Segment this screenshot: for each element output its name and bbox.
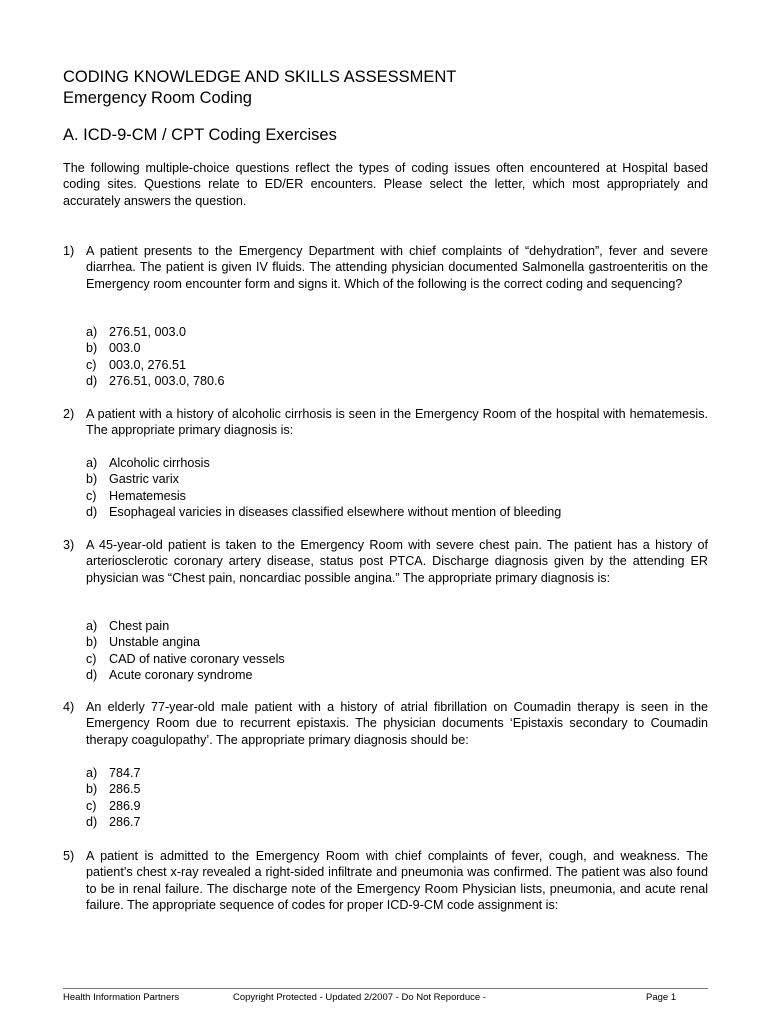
footer-page-number: Page 1 — [646, 992, 677, 1003]
option-letter: b) — [86, 635, 98, 650]
option-letter: b) — [86, 782, 98, 797]
option-letter: d) — [86, 815, 98, 830]
option-text: 003.0 — [109, 341, 141, 356]
question-3 — [63, 537, 708, 586]
option-text: 003.0, 276.51 — [109, 357, 187, 372]
option-text: 784.7 — [109, 766, 141, 780]
option-letter: a) — [86, 619, 98, 633]
option-text: Gastric varix — [109, 472, 179, 487]
option-letter: b) — [86, 341, 98, 356]
option-letter: c) — [86, 357, 97, 372]
option-text: 286.7 — [109, 815, 141, 830]
question-number: 1) — [63, 244, 75, 258]
question-text: A patient is admitted to the Emergency Room with chief complaints of fever, cough, and weakness. The patient’s chest x-ray revealed a right-sided infiltrate and pneumonia was confirmed. The patient was also found to be in renal failure. The discharge note of the Emergency Room Physician lists, pneumonia, and acute renal failure. The appropriate sequence of codes for proper ICD-9-CM code assignment is: — [86, 849, 708, 912]
question-1 — [63, 243, 708, 292]
option-text: CAD of native coronary vessels — [109, 651, 285, 666]
option-letter: c) — [86, 798, 97, 813]
option-text: 276.51, 003.0, 780.6 — [109, 374, 225, 389]
option-letter: d) — [86, 668, 98, 683]
option-text: Esophageal varicies in diseases classified elsewhere without mention of bleeding — [109, 505, 562, 520]
question-number: 2) — [63, 407, 75, 421]
question-text: A patient with a history of alcoholic cirrhosis is seen in the Emergency Room of the hospital with hematemesis. The appropriate primary diagnosis is: — [86, 407, 708, 438]
question-4 — [63, 699, 708, 748]
question-2 — [63, 406, 708, 439]
option-letter: c) — [86, 651, 97, 666]
document-title: CODING KNOWLEDGE AND SKILLS ASSESSMENT — [63, 68, 457, 86]
option-text: Chest pain — [109, 619, 170, 633]
question-number: 5) — [63, 849, 75, 863]
question-text: A patient presents to the Emergency Department with chief complaints of “dehydration”, fever and severe diarrhea. The patient is given IV fluids. The attending physician documented Salmonella gastroenteritis on the Emergency room encounter form and signs it. Which of the following is the correct coding and sequencing? — [86, 244, 708, 291]
option-letter: b) — [86, 472, 98, 487]
question-text: An elderly 77-year-old male patient with a history of atrial fibrillation on Coumadin therapy is seen in the Emergency Room due to recurrent epistaxis. The physician documents ‘Epistaxis secondary to Coumadin therapy coagulopathy’. The appropriate primary diagnosis should be: — [86, 700, 708, 747]
intro-paragraph: The following multiple-choice questions reflect the types of coding issues often encountered at Hospital based coding sites. Questions relate to ED/ER encounters. Please select the letter, which most appropriately and accurately answers the question. — [63, 161, 708, 208]
option-letter: a) — [86, 766, 98, 780]
option-text: Alcoholic cirrhosis — [109, 456, 210, 470]
document-subtitle: Emergency Room Coding — [63, 89, 252, 107]
option-letter: d) — [86, 505, 98, 520]
option-letter: a) — [86, 325, 98, 339]
question-number: 3) — [63, 538, 75, 552]
option-text: Hematemesis — [109, 488, 186, 503]
footer-divider — [63, 988, 708, 989]
option-letter: a) — [86, 456, 98, 470]
footer-organization: Health Information Partners — [63, 992, 180, 1003]
question-text: A 45-year-old patient is taken to the Emergency Room with severe chest pain. The patient has a history of arteriosclerotic coronary artery disease, status post PTCA. Discharge diagnosis given by the attending ER physician was “Chest pain, noncardiac possible angina.” The appropriate primary diagnosis is: — [86, 538, 708, 585]
option-letter: d) — [86, 374, 98, 389]
question-5 — [63, 848, 708, 913]
option-text: Acute coronary syndrome — [109, 668, 253, 683]
option-text: Unstable angina — [109, 635, 201, 650]
option-text: 276.51, 003.0 — [109, 325, 187, 339]
option-letter: c) — [86, 488, 97, 503]
footer-copyright: Copyright Protected - Updated 2/2007 - Do Not Reporduce - — [233, 992, 486, 1003]
question-number: 4) — [63, 700, 75, 714]
option-text: 286.5 — [109, 782, 141, 797]
option-text: 286.9 — [109, 798, 141, 813]
section-heading: A. ICD-9-CM / CPT Coding Exercises — [63, 126, 337, 144]
